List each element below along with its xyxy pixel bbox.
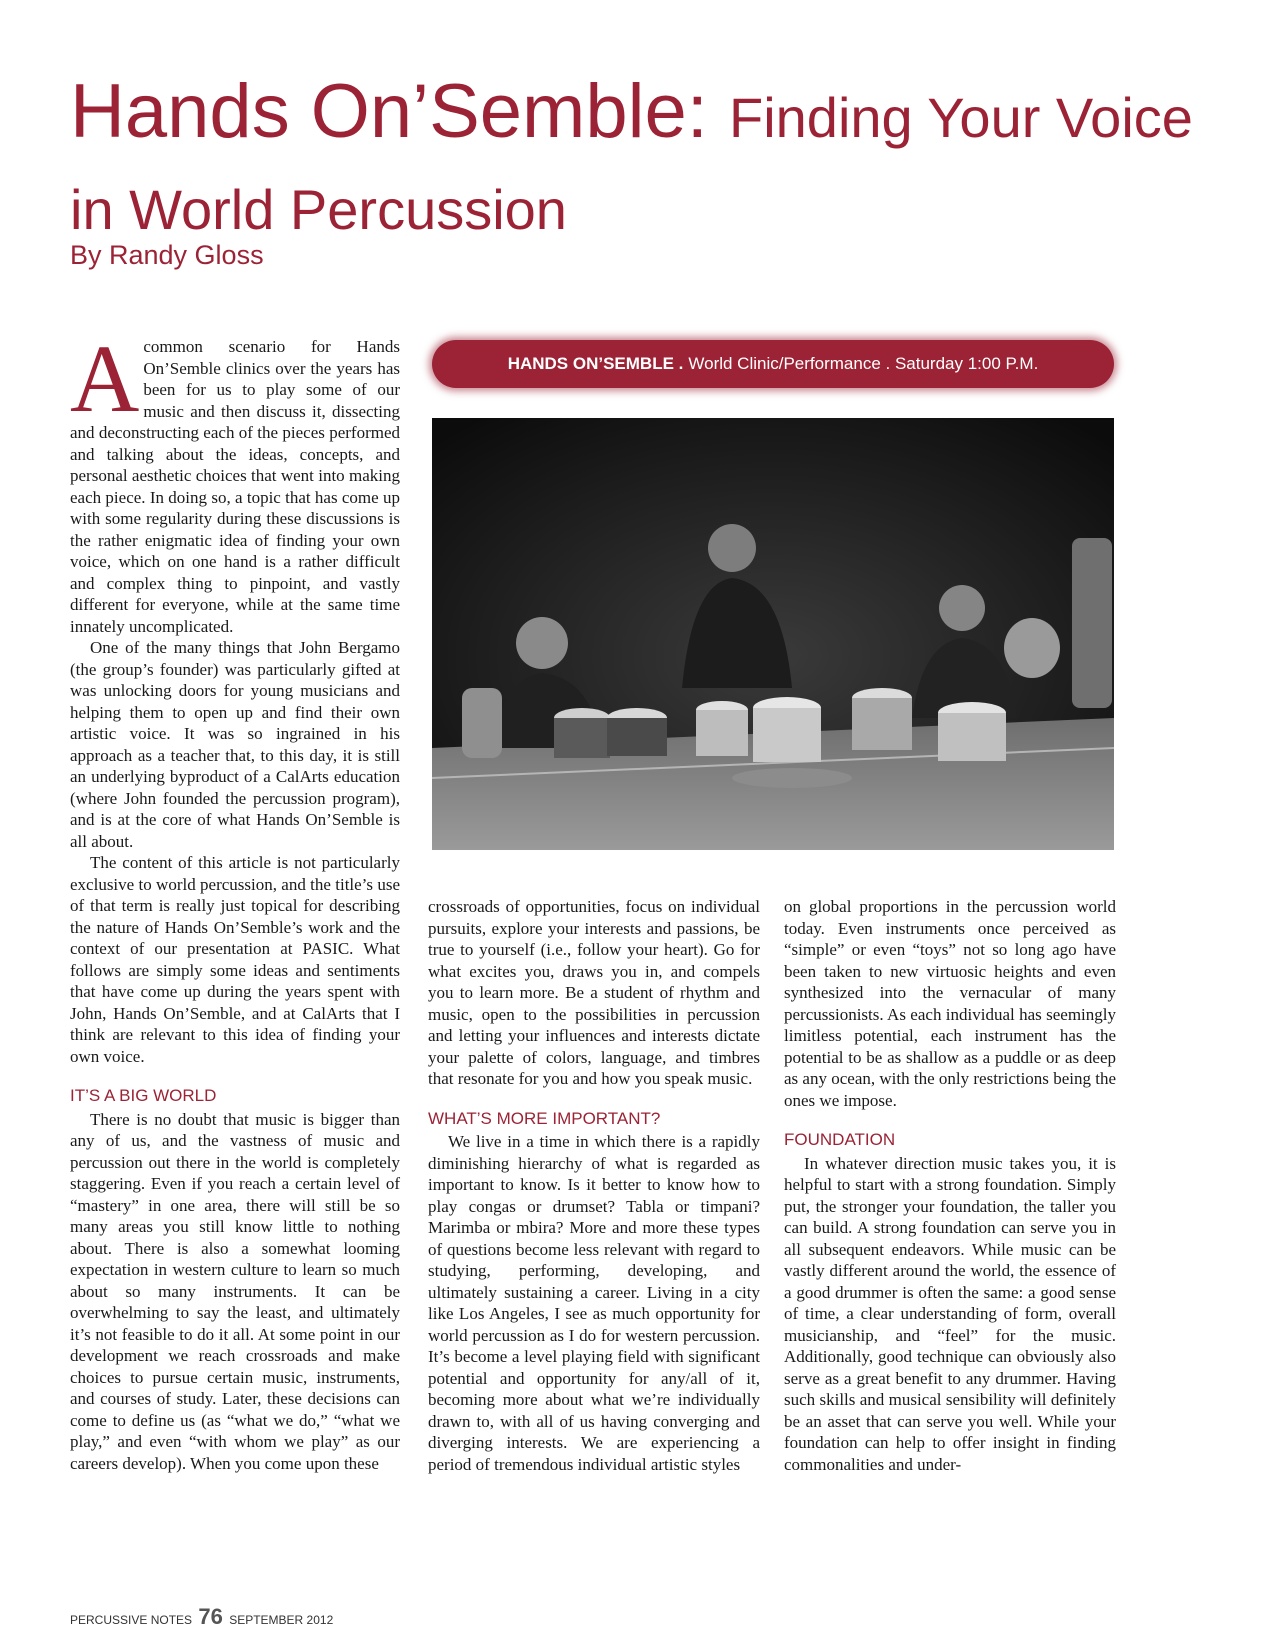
article-title-main: Hands On’Semble: <box>70 69 729 154</box>
footer-magazine-name: PERCUSSIVE NOTES <box>70 1613 193 1627</box>
article-column-2 <box>428 896 760 1475</box>
paragraph-intro-text: common scenario for Hands On’Semble clinics over the years has been for us to play some of our music and then discuss it, dissecting and deconstructing each of the pieces performed and talking about the ideas, concepts, and personal aesthetic choices that went into making each piece. In doing so, a topic that has come up with some regularity during these discussions is the rather enigmatic idea of finding your own voice, which on one hand is a rather difficult and complex thing to pinpoint, and vastly different for everyone, while at the same time innately uncomplicated. <box>70 337 400 636</box>
section-heading-big-world: IT’S A BIG WORLD <box>70 1086 217 1105</box>
article-column-3 <box>784 896 1116 1475</box>
article-byline: By Randy Gloss <box>70 240 264 270</box>
ensemble-photo-image <box>432 418 1114 850</box>
section-heading-foundation: FOUNDATION <box>784 1130 896 1149</box>
ensemble-photo <box>432 418 1114 850</box>
drop-cap: A <box>70 325 140 432</box>
paragraph: The content of this article is not particularly exclusive to world percussion, and the title’s use of that term is really just topical for describing the nature of Hands On’Semble’s work and the context of our presentation at PASIC. What follows are simply some ideas and sentiments that have come up during the years spent with John, Hands On’Semble, and at CalArts that I think are relevant to this idea of finding your own voice. <box>70 853 400 1066</box>
footer-issue-date: SEPTEMBER 2012 <box>229 1613 334 1627</box>
paragraph: There is no doubt that music is bigger than any of us, and the vastness of music and percussion out there in the world is completely staggering. Even if you reach a certain level of “mastery” in one area, there will still be so many areas you still know little to nothing about. There is also a somewhat looming expectation in western culture to learn so much about so many instruments. It can be overwhelming to say the least, and ultimately it’s not feasible to do it all. At some point in our development we reach crossroads and make choices to pursue certain music, instruments, and courses of study. Later, these decisions can come to define us (as “what we do,” “what we play,” and even “with whom we play” as our careers develop). When you come upon these <box>70 1109 400 1473</box>
paragraph: crossroads of opportunities, focus on individual pursuits, explore your interests and passions, be true to yourself (i.e., follow your heart). Go for what excites you, draws you in, and compels you to learn more. Be a student of rhythm and music, open to the possibilities in percussion and letting your influences and interests dictate your palette of colors, language, and timbres that resonate for you and how you speak music. <box>428 897 760 1088</box>
paragraph: on global proportions in the percussion world today. Even instruments once perceived as “simple” or even “toys” not so long ago have been taken to new virtuosic heights and even synthesized into the vernacular of many percussionists. As each individual has seemingly limitless potential, each instrument has the potential to be as shallow as a puddle or as deep as any ocean, with the only restrictions being the ones we impose. <box>784 897 1116 1110</box>
section-heading-more-important: WHAT’S MORE IMPORTANT? <box>428 1108 661 1128</box>
article-column-1 <box>70 325 400 1474</box>
paragraph: We live in a time in which there is a rapidly diminishing hierarchy of what is regarded as important to know. Is it better to know how to play congas or drumset? Tabla or timpani? Marimba or mbira? More and more these types of questions become less relevant with regard to studying, performing, developing, and ultimately sustaining a career. Living in a city like Los Angeles, I see as much opportunity for world percussion as I do for western percussion. It’s become a level playing field with significant potential and opportunity for any/all of it, becoming more about what we’re individually drawn to, with all of us having converging and diverging interests. We are experiencing a period of tremendous individual artistic styles <box>428 1132 760 1474</box>
footer-page-number: 76 <box>198 1604 223 1629</box>
event-banner <box>432 340 1114 388</box>
page-footer <box>70 1604 333 1630</box>
paragraph-intro <box>70 325 400 637</box>
paragraph: In whatever direction music takes you, it is helpful to start with a strong foundation. Simply put, the stronger your foundation, the taller you can build. A strong foundation can serve you in all subsequent endeavors. While music can be vastly different around the world, the essence of a good drummer is often the same: a good sense of time, a clear understanding of form, overall musicianship, and “feel” for the music. Additionally, good technique can obviously also serve as a great benefit to any drummer. Having such skills and musical sensibility will definitely be an asset that can serve you well. While your foundation can help to offer insight in finding commonalities and under- <box>784 1153 1116 1474</box>
article-title-sub: Finding Your Voice in World Percussion <box>70 86 1193 241</box>
article-title <box>70 70 1210 260</box>
paragraph: One of the many things that John Bergamo (the group’s founder) was particularly gifted at was unlocking doors for young musicians and helping them to open up and find their own artistic voice. It was so ingrained in his approach as a teacher that, to this day, it is still an underlying byproduct of a CalArts education (where John founded the percussion program), and is at the core of what Hands On’Semble is all about. <box>70 638 400 851</box>
banner-event-details: World Clinic/Performance . Saturday 1:00 P.M. <box>688 354 1039 373</box>
banner-ensemble-name: HANDS ON’SEMBLE . <box>507 354 684 373</box>
